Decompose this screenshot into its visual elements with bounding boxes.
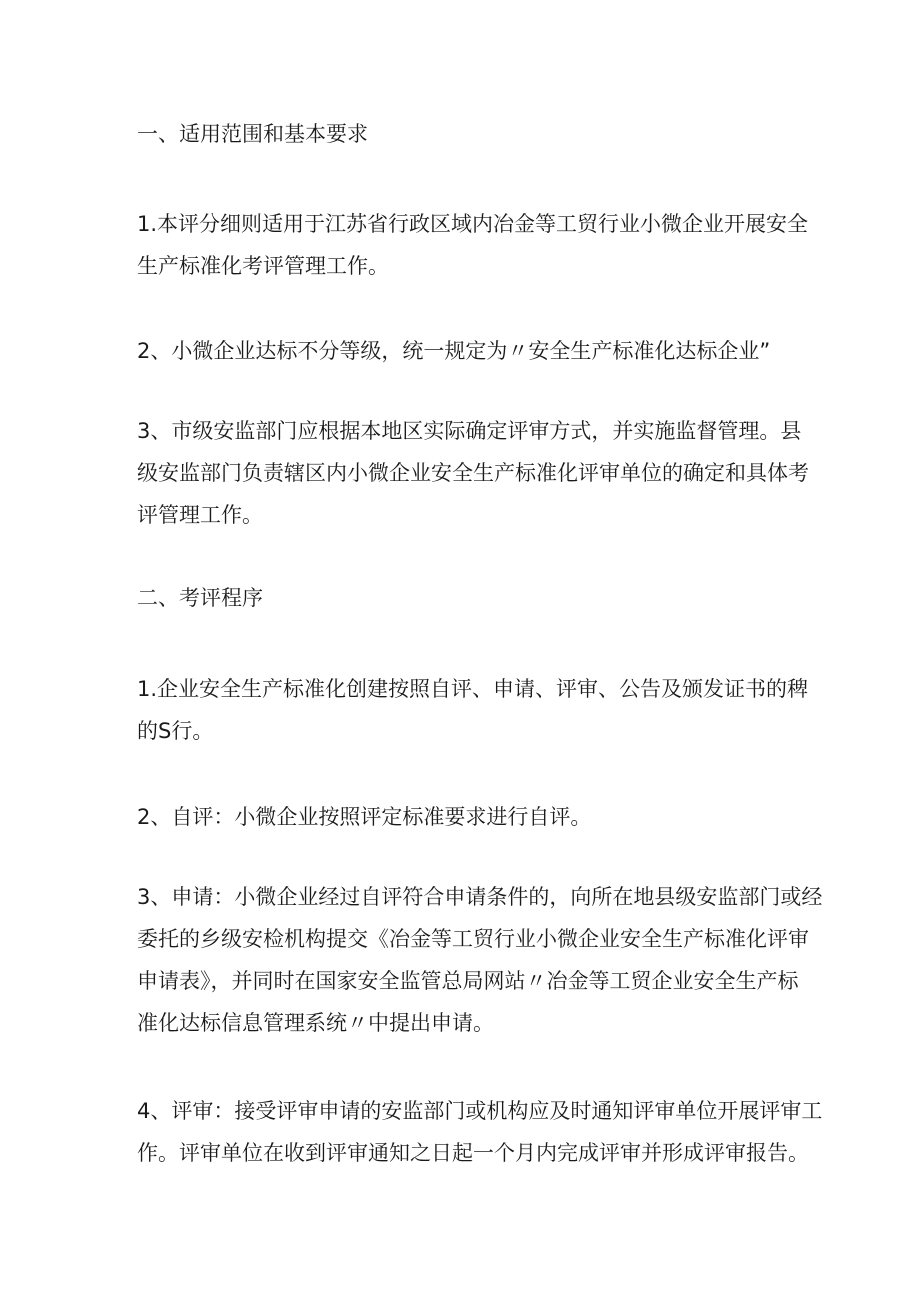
paragraph-line: 的S行。: [137, 719, 214, 743]
paragraph-line: 委托的乡级安检机构提交《冶金等工贸行业小微企业安全生产标准化评审: [137, 927, 809, 951]
paragraph-line: 1.本评分细则适用于江苏省行政区域内冶金等工贸行业小微企业开展安全: [137, 212, 809, 236]
paragraph-line: 申请表》，并同时在国家安全监管总局网站〃冶金等工贸企业安全生产标: [137, 969, 799, 993]
paragraph-procedure-3: [137, 876, 823, 1044]
paragraph-line: 评管理工作。: [137, 503, 263, 527]
section-heading-procedure: [137, 577, 797, 619]
paragraph-line: 4、评审：接受评审申请的安监部门或机构应及时通知评审单位开展评审工: [137, 1099, 823, 1123]
paragraph-scope-2: [137, 330, 797, 372]
paragraph-scope-1: [137, 203, 809, 287]
paragraph-procedure-4: [137, 1090, 823, 1174]
paragraph-line: 级安监部门负责辖区内小微企业安全生产标准化评审单位的确定和具体考: [137, 461, 809, 485]
paragraph-line: 2、小微企业达标不分等级，统一规定为〃安全生产标准化达标企业”: [137, 339, 771, 363]
paragraph-line: 作。评审单位在收到评审通知之日起一个月内完成评审并形成评审报告。: [137, 1141, 809, 1165]
paragraph-scope-3: [137, 410, 809, 536]
paragraph-line: 生产标准化考评管理工作。: [137, 254, 389, 278]
paragraph-procedure-1: [137, 668, 809, 752]
paragraph-line: 2、自评：小微企业按照评定标准要求进行自评。: [137, 805, 592, 829]
paragraph-line: 3、市级安监部门应根据本地区实际确定评审方式，并实施监督管理。县: [137, 419, 802, 443]
section-heading-scope: [137, 113, 797, 155]
paragraph-line: 3、申请：小微企业经过自评符合申请条件的，向所在地县级安监部门或经: [137, 885, 823, 909]
heading-text: 二、考评程序: [137, 586, 263, 610]
paragraph-procedure-2: [137, 796, 797, 838]
paragraph-line: 准化达标信息管理系统〃中提出申请。: [137, 1011, 494, 1035]
heading-text: 一、适用范围和基本要求: [137, 122, 368, 146]
paragraph-line: 1.企业安全生产标准化创建按照自评、申请、评审、公告及颁发证书的稗: [137, 677, 809, 701]
